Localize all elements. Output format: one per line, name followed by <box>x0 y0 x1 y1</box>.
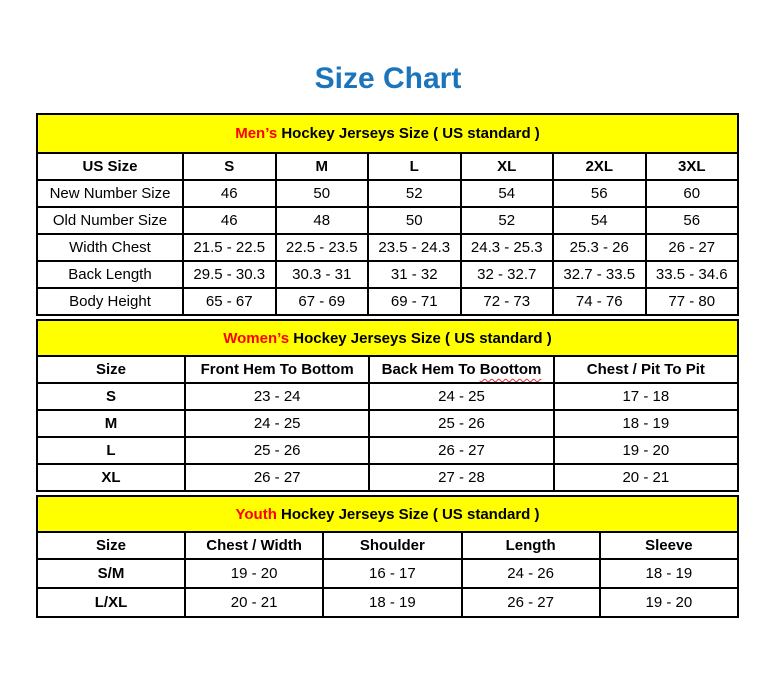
mens-cell: 24.3 - 25.3 <box>461 234 554 261</box>
womens-col-header: Chest / Pit To Pit <box>554 356 738 383</box>
youth-col-header: Shoulder <box>323 532 461 559</box>
mens-cell: 32 - 32.7 <box>461 261 554 288</box>
mens-cell: 29.5 - 30.3 <box>183 261 276 288</box>
youth-banner-text: Hockey Jerseys Size ( US standard ) <box>276 505 540 523</box>
table-row <box>37 383 738 410</box>
youth-banner <box>37 496 738 532</box>
womens-banner-highlight: Women’s <box>223 329 290 347</box>
mens-cell: 54 <box>553 207 646 234</box>
youth-banner-row <box>37 496 738 532</box>
womens-cell: 25 - 26 <box>185 437 369 464</box>
womens-cell: 19 - 20 <box>554 437 738 464</box>
womens-size-table <box>36 319 739 492</box>
womens-header-row <box>37 356 738 383</box>
mens-col-header: XL <box>461 153 554 180</box>
mens-col-header: M <box>276 153 369 180</box>
womens-cell: 27 - 28 <box>369 464 553 491</box>
mens-cell: 22.5 - 23.5 <box>276 234 369 261</box>
youth-cell: 16 - 17 <box>323 559 461 588</box>
mens-cell: 52 <box>461 207 554 234</box>
table-row <box>37 207 738 234</box>
table-row <box>37 437 738 464</box>
table-row <box>37 410 738 437</box>
mens-cell: 74 - 76 <box>553 288 646 315</box>
mens-cell: 33.5 - 34.6 <box>646 261 739 288</box>
mens-cell: 56 <box>553 180 646 207</box>
womens-row-label: L <box>37 437 185 464</box>
tables-container <box>36 113 739 618</box>
mens-cell: 23.5 - 24.3 <box>368 234 461 261</box>
mens-banner-text: Hockey Jerseys Size ( US standard ) <box>277 125 540 142</box>
mens-col-header: 2XL <box>553 153 646 180</box>
womens-row-label: XL <box>37 464 185 491</box>
mens-cell: 46 <box>183 180 276 207</box>
mens-banner <box>37 114 738 153</box>
mens-size-table <box>36 113 739 316</box>
womens-cell: 17 - 18 <box>554 383 738 410</box>
youth-cell: 19 - 20 <box>600 588 738 617</box>
mens-cell: 31 - 32 <box>368 261 461 288</box>
mens-cell: 32.7 - 33.5 <box>553 261 646 288</box>
mens-row-label: Width Chest <box>37 234 183 261</box>
womens-col-header: Size <box>37 356 185 383</box>
womens-banner <box>37 320 738 356</box>
womens-cell: 25 - 26 <box>369 410 553 437</box>
mens-cell: 54 <box>461 180 554 207</box>
womens-cell: 18 - 19 <box>554 410 738 437</box>
table-row <box>37 288 738 315</box>
mens-col-header: US Size <box>37 153 183 180</box>
youth-header-row <box>37 532 738 559</box>
table-row <box>37 559 738 588</box>
womens-row-label: S <box>37 383 185 410</box>
mens-col-header: L <box>368 153 461 180</box>
womens-cell: 24 - 25 <box>369 383 553 410</box>
womens-row-label: M <box>37 410 185 437</box>
mens-row-label: Body Height <box>37 288 183 315</box>
mens-col-header: 3XL <box>646 153 739 180</box>
mens-banner-highlight: Men’s <box>235 125 278 142</box>
mens-cell: 52 <box>368 180 461 207</box>
youth-col-header: Size <box>37 532 185 559</box>
mens-cell: 21.5 - 22.5 <box>183 234 276 261</box>
table-row <box>37 464 738 491</box>
youth-col-header: Chest / Width <box>185 532 323 559</box>
womens-cell: 20 - 21 <box>554 464 738 491</box>
youth-cell: 18 - 19 <box>323 588 461 617</box>
youth-col-header: Length <box>462 532 600 559</box>
mens-header-row <box>37 153 738 180</box>
table-row <box>37 180 738 207</box>
womens-col-header-prefix: Back Hem To <box>381 361 480 378</box>
womens-cell: 26 - 27 <box>369 437 553 464</box>
mens-cell: 50 <box>368 207 461 234</box>
youth-cell: 26 - 27 <box>462 588 600 617</box>
mens-row-label: Old Number Size <box>37 207 183 234</box>
womens-col-header <box>369 356 553 383</box>
mens-row-label: New Number Size <box>37 180 183 207</box>
youth-cell: 19 - 20 <box>185 559 323 588</box>
youth-size-table <box>36 495 739 618</box>
mens-cell: 69 - 71 <box>368 288 461 315</box>
table-row <box>37 261 738 288</box>
youth-cell: 24 - 26 <box>462 559 600 588</box>
table-row <box>37 234 738 261</box>
youth-col-header: Sleeve <box>600 532 738 559</box>
womens-cell: 26 - 27 <box>185 464 369 491</box>
page-title: Size Chart <box>314 62 462 95</box>
mens-cell: 30.3 - 31 <box>276 261 369 288</box>
mens-cell: 65 - 67 <box>183 288 276 315</box>
mens-cell: 72 - 73 <box>461 288 554 315</box>
mens-banner-row <box>37 114 738 153</box>
youth-banner-highlight: Youth <box>235 505 277 523</box>
womens-cell: 23 - 24 <box>185 383 369 410</box>
mens-cell: 26 - 27 <box>646 234 739 261</box>
womens-col-header: Front Hem To Bottom <box>185 356 369 383</box>
mens-cell: 46 <box>183 207 276 234</box>
mens-cell: 25.3 - 26 <box>553 234 646 261</box>
youth-row-label: S/M <box>37 559 185 588</box>
table-row <box>37 588 738 617</box>
youth-cell: 20 - 21 <box>185 588 323 617</box>
misspelled-word: Boottom <box>479 361 542 378</box>
mens-cell: 60 <box>646 180 739 207</box>
womens-banner-row <box>37 320 738 356</box>
youth-row-label: L/XL <box>37 588 185 617</box>
mens-cell: 67 - 69 <box>276 288 369 315</box>
mens-col-header: S <box>183 153 276 180</box>
youth-cell: 18 - 19 <box>600 559 738 588</box>
womens-banner-text: Hockey Jerseys Size ( US standard ) <box>289 329 552 347</box>
mens-cell: 48 <box>276 207 369 234</box>
mens-cell: 77 - 80 <box>646 288 739 315</box>
mens-row-label: Back Length <box>37 261 183 288</box>
womens-cell: 24 - 25 <box>185 410 369 437</box>
mens-cell: 50 <box>276 180 369 207</box>
mens-cell: 56 <box>646 207 739 234</box>
